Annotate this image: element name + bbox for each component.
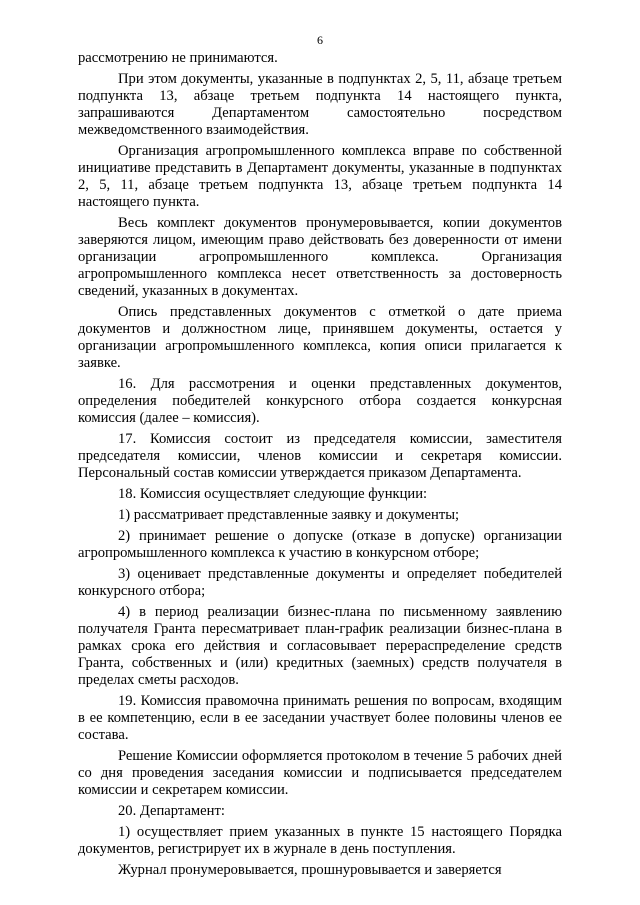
paragraph-item-20-1: 1) осуществляет прием указанных в пункте 15 настоящего Порядка документов, регистрирует их в журнале в день поступления. <box>78 824 562 857</box>
document-body <box>78 50 562 883</box>
paragraph-document-numbering: Весь комплект документов пронумеровывается, копии документов заверяются лицом, имеющим право действовать без доверенности от имени организации агропромышленного комплекса. Организация агропромышленного комплекса несет ответственность за достоверность сведений, указанных в документах. <box>78 215 562 299</box>
page-number: 6 <box>317 33 323 47</box>
paragraph-journal: Журнал пронумеровывается, прошнуровывается и заверяется <box>118 862 502 878</box>
paragraph-item-16: 16. Для рассмотрения и оценки представленных документов, определения победителей конкурсного отбора создается конкурсная комиссия (далее – комиссия). <box>78 376 562 426</box>
paragraph-inventory: Опись представленных документов с отметкой о дате приема документов и должностном лице, принявшем документы, остается у организации агропромышленного комплекса, копия описи прилагается к заявке. <box>78 304 562 371</box>
paragraph-item-18-1: 1) рассматривает представленные заявку и документы; <box>118 507 460 523</box>
paragraph-item-19: 19. Комиссия правомочна принимать решения по вопросам, входящим в ее компетенцию, если в ее заседании участвует более половины членов ее состава. <box>78 693 562 743</box>
paragraph-own-initiative: Организация агропромышленного комплекса вправе по собственной инициативе представить в Департамент документы, указанные в подпунктах 2, 5, 11, абзаце третьем подпункта 13, абзаце третьем подпункта 14 настоящего пункта. <box>78 143 562 210</box>
paragraph-item-18-2: 2) принимает решение о допуске (отказе в допуске) организации агропромышленного комплекса к участию в конкурсном отборе; <box>78 528 562 561</box>
paragraph-interagency-request: При этом документы, указанные в подпунктах 2, 5, 11, абзаце третьем подпункта 13, абзаце третьем подпункта 14 настоящего пункта, запрашиваются Департаментом самостоятельно посредством межведомственного взаимодействия. <box>78 71 562 138</box>
paragraph-item-20: 20. Департамент: <box>118 803 225 819</box>
paragraph-commission-decision: Решение Комиссии оформляется протоколом в течение 5 рабочих дней со дня проведения заседания комиссии и подписывается председателем комиссии и секретарем комиссии. <box>78 748 562 798</box>
paragraph-item-18-3: 3) оценивает представленные документы и определяет победителей конкурсного отбора; <box>78 566 562 599</box>
paragraph-item-18: 18. Комиссия осуществляет следующие функции: <box>118 486 428 502</box>
paragraph-continuation: рассмотрению не принимаются. <box>78 50 278 66</box>
paragraph-item-18-4: 4) в период реализации бизнес-плана по письменному заявлению получателя Гранта пересматривает план-график реализации бизнес-плана в рамках срока его действия и согласовывает перераспределение средств Гранта, собственных и (или) кредитных (заемных) средств получателя в пределах сметы расходов. <box>78 604 562 688</box>
paragraph-item-17: 17. Комиссия состоит из председателя комиссии, заместителя председателя комиссии, членов комиссии и секретаря комиссии. Персональный состав комиссии утверждается приказом Департамента. <box>78 431 562 481</box>
